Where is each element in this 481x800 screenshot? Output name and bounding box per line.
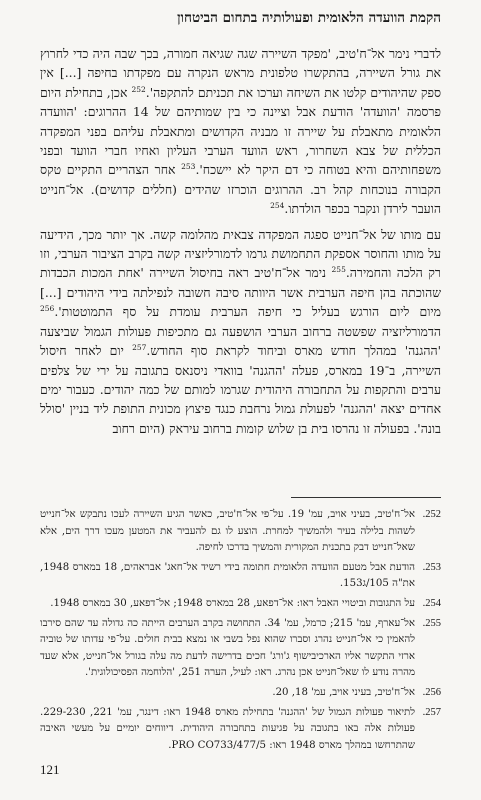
text-run: אחר הצהריים התקיים טקס הקבורה בנוכחות קהל רב. ההרוגים הוכרזו שהידים (חללים קדושים). אל־חנייט הועבר לירדן ונקבר בכפר הולדתו. [40, 162, 441, 217]
footnote-text: לתיאור פעולות הגמול של 'ההגנה' בתחילת מארס 1948 ראו: דינגר, עמ' 221, 229-230. פעולות אלה באו בתגובה על פגיעות בתחבורה היהודית. דיווחים יומיים על מעשי האיבה שהתרחשו במהלך מארס 1948 ראו: PRO CO733/477/5. [40, 706, 415, 751]
footnote-number: 255. [422, 617, 441, 629]
footnote-number: 253. [422, 561, 441, 573]
footnote [40, 560, 441, 593]
footnotes [40, 507, 441, 757]
footnote-separator [291, 497, 441, 498]
text-run: לדברי נימר אל־ח'טיב, 'מפקד השיירה שגה שגיאה חמורה, בכך שבה היה כדי לחרוץ את גורל השיירה, בהתקשרו טלפונית מראש הנקרה עם מפקדתו בחיפה [...] אין ספק שהיהודים קלטו את השיחה וערכו את תכניתם להתקפה'. [40, 46, 441, 100]
text-run: אכן, בתחילת היום פרסמה 'הוועדה' הודעת אבל וציינה כי בין שמותיהם של 14 ההרוגים: 'הוועדה הלאומית מתאבלת על שיירה זו מבניה הקדושים ומתאבלת עליהם בפני המפקדה הכללית של צבא השחרור, ראש הוועד הערבי העליון ואחיו חברי הוועד ובפני משפחותיהם והיא בטוחה כי דם היקר לא יישכח'. [40, 84, 441, 178]
text-run: נימר אל־ח'טיב ראה בחיסול השיירה 'אחת המכות הכבדות שהוכתה בהן חיפה הערבית אשר היוותה סיבה חשובה לנפילתה בידי היהודים [...] מיום ליום הורגש בעליל כי חיפה הערבית עומדת על סף התמוטטות'. [40, 265, 441, 320]
footnote [40, 507, 441, 557]
footnote [40, 596, 441, 613]
footnote-ref: 256 [40, 304, 55, 314]
footnote-text: על התגובות וביטויי האבל ראו: אל־דפאע, 28 במארס 1948; אל־דפאע, 30 במארס 1948. [50, 597, 415, 609]
footnote-ref: 253 [181, 162, 196, 172]
footnote-ref: 257 [132, 342, 147, 352]
footnote-text: אל־ח'טיב, בעיני אויב, עמ' 19. על־פי אל־ח'טיב, כאשר הגיע השיירה לעכו נתבקש אל־חנייט לשהות בלילה בעיר ולהמשיך למחרת. הוצע לו גם להעביר את המטען מעכו דרך הים, אלא שאל־חנייט דבק בתכנית המקורית והמשיך בדרכו לחיפה. [40, 509, 415, 554]
footnote [40, 685, 441, 702]
body-text [40, 44, 441, 438]
footnote-text: אל־ח'טיב, בעיני אויב, עמ' 18, 20. [272, 686, 415, 698]
footnote-number: 252. [422, 509, 441, 520]
text-run: הדמורליזציה שפשטה ברחוב הערבי הושפעה גם מתכיפות פעולות הגמול שביצעה 'ההגנה' במהלך חודש מארס וביחוד לקראת סוף החודש. [40, 323, 442, 359]
paragraph-1 [40, 44, 441, 219]
running-head: הקמת הוועדה הלאומית ופעולותיה בתחום הביטחון [177, 10, 441, 26]
footnote [40, 705, 441, 755]
text-run: עם מותו של אל־חנייט ספגה המפקדה צבאית מהלומה קשה. אך יותר מכך, הידיעה על מותו והחוסר אספקת התחמושת גרמו לדמורליזציה קשה בקרב הציבור הערבי, וזו רק הלכה והחמירה. [40, 226, 441, 281]
footnote-text: אל־עארף, עמ' 215; כרמל, עמ' 34. התחושה בקרב הערבים הייתה כה גדולה עד שהם סירבו להאמין כי אל־חנייט נהרג וסברו שהוא נפל בשבי או נמצא בבית חולים. על־פי עדותו של טוביה ארזי התקשר אליו הארכיבישוף ג'ורג' חכים בדרישה לדעת מה עלה בגורל אל־חנייט, אלא שעד מהרה נודע לו שאל־חנייט אכן נהרג. ראו: לעיל, הערה 251, 'הלוחמה הפסיכולוגית'. [40, 617, 415, 679]
footnote [40, 616, 441, 682]
footnote-text: הודעת אבל מטעם הוועדה הלאומית חתומה בידי רשיד אל־חאג' אבראהים, 18 במארס 1948, את"ה 105/ג153. [40, 561, 415, 590]
paragraph-2 [40, 225, 441, 438]
text-run: יום לאחר חיסול השיירה, ב־19 במארס, פעלה 'ההגנה' בוואדי ניסנאס בתגובה על ירי של צלפים ערבים והתקפות על התחבורה היהודית שגרמו למותם של כמה יהודים. כעבור ימים אחדים יצאה 'ההגנה' לפעולת גמול נרחבת כנגד פיצוץ מכונית התופת ליד בניין 'סולל בונה'. בפעולה זו נהרסו בית בן שלוש קומות ברחוב עיראק (היום רחוב [40, 343, 442, 436]
page-number: 121 [40, 762, 60, 777]
footnote-ref: 252 [131, 84, 146, 94]
footnote-number: 257. [422, 706, 441, 718]
footnote-number: 256. [422, 686, 441, 698]
footnote-ref: 255 [331, 265, 346, 275]
footnote-ref: 254 [270, 201, 285, 211]
footnote-number: 254. [422, 597, 441, 609]
